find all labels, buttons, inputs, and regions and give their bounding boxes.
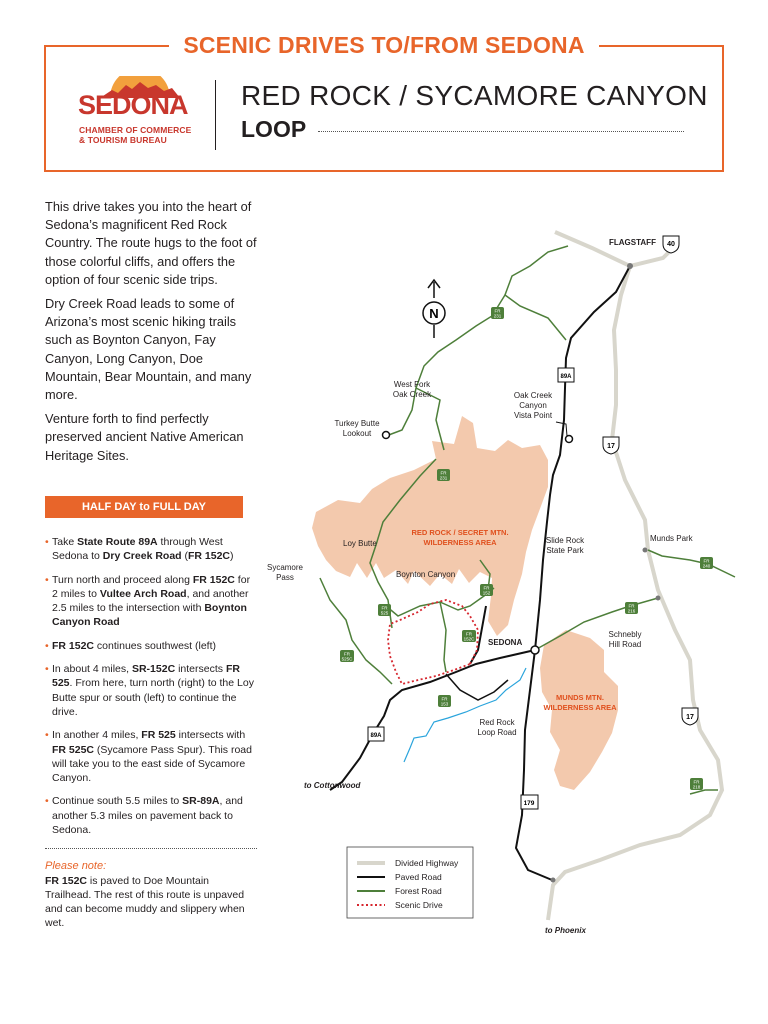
map-legend	[347, 847, 473, 918]
directions-list	[45, 535, 257, 846]
junction-dot	[551, 878, 556, 883]
forest-road-shield-icon	[700, 557, 713, 569]
direction-step: • In another 4 miles, FR 525 intersects with FR 525C (Sycamore Pass Spur). This road will take you to the east side of Sycamore Canyon.	[45, 728, 257, 785]
direction-step: • In about 4 miles, SR-152C intersects FR 525. From here, turn north (right) to the Loy Butte spur or south (left) to continue the drive.	[45, 662, 257, 719]
west-fork-label: West Fork Oak Creek	[392, 380, 432, 399]
svg-text:17: 17	[607, 443, 615, 450]
compass-letter: N	[429, 306, 439, 321]
turkey-butte-dot	[383, 432, 390, 439]
direction-step: • FR 152C continues southwest (left)	[45, 639, 257, 653]
intro-paragraph: Venture forth to find perfectly preserved ancient Native American Heritage Sites.	[45, 411, 244, 463]
forest-road-shield-icon	[625, 602, 638, 614]
logo-line-1: CHAMBER OF COMMERCE	[79, 125, 192, 135]
logo-line-2: & TOURISM BUREAU	[79, 135, 167, 145]
turkey-butte-label: Turkey Butte Lookout	[334, 419, 380, 438]
svg-text:FR231: FR 231	[439, 470, 448, 481]
forest-road-shield-icon	[491, 307, 504, 319]
header-divider	[215, 80, 216, 150]
state-route-shield-icon	[558, 368, 574, 382]
vista-point-label: Oak Creek Canyon Vista Point	[513, 391, 553, 420]
svg-text:FR231: FR 231	[493, 308, 502, 319]
boynton-canyon-label: Boynton Canyon	[396, 570, 456, 579]
route-type: LOOP	[241, 116, 307, 142]
legend-label: Scenic Drive	[395, 900, 443, 910]
to-phoenix-label: to Phoenix	[545, 926, 586, 935]
forest-road-shield-icon	[480, 584, 493, 596]
svg-text:FR152: FR 152	[482, 585, 491, 596]
junction-dot	[643, 548, 648, 553]
forest-road-shield-icon	[462, 630, 476, 642]
slide-rock-label: Slide Rock State Park	[545, 536, 585, 555]
duration-badge: HALF DAY to FULL DAY	[45, 496, 243, 518]
direction-step: • Turn north and proceed along FR 152C for 2 miles to Vultee Arch Road, and another 2.5 miles to the intersection with Boynton Canyon Road	[45, 573, 257, 630]
schnebly-label: Schnebly Hill Road	[608, 630, 642, 649]
svg-text:FR525C: FR 525C	[341, 651, 353, 662]
compass-north-icon	[423, 280, 445, 338]
svg-text:FR216: FR 216	[627, 603, 636, 614]
red-rock-wilderness-label: RED ROCK / SECRET MTN. WILDERNESS AREA	[411, 528, 509, 547]
svg-text:FR152C: FR 152C	[463, 631, 475, 642]
sedona-dot	[531, 646, 539, 654]
route-map	[265, 215, 745, 950]
interstate-shield-icon	[663, 236, 679, 253]
loy-butte-label: Loy Butte	[343, 539, 377, 548]
intro-paragraph: Dry Creek Road leads to some of Arizona’s most scenic hiking trails such as Boynton Canyon, Fay Canyon, Long Canyon, Doe Mountain, Bear Mountain, and many more.	[45, 296, 252, 403]
sycamore-pass-label: Sycamore Pass	[266, 563, 304, 582]
svg-text:17: 17	[686, 714, 694, 721]
intro-text	[45, 198, 260, 471]
banner-title: SCENIC DRIVES TO/FROM SEDONA	[0, 32, 768, 59]
legend-label: Divided Highway	[395, 858, 459, 868]
forest-road-shield-icon	[438, 695, 451, 707]
sedona-chamber-logo	[78, 82, 193, 148]
svg-text:40: 40	[667, 241, 675, 248]
interstate-shield-icon	[682, 708, 698, 725]
munds-park-label: Munds Park	[650, 534, 693, 543]
legend-label: Forest Road	[395, 886, 442, 896]
oak-creek	[404, 668, 526, 762]
route-name: RED ROCK / SYCAMORE CANYON	[241, 80, 708, 111]
svg-text:FR153: FR 153	[440, 696, 449, 707]
svg-text:89A: 89A	[560, 374, 572, 380]
note-divider	[45, 848, 257, 849]
forest-road-shield-icon	[378, 604, 391, 616]
red-rock-loop-label: Red Rock Loop Road	[477, 718, 517, 737]
legend-label: Paved Road	[395, 872, 442, 882]
state-route-shield-icon	[521, 795, 538, 809]
sedona-label: SEDONA	[488, 638, 523, 647]
forest-road-shield-icon	[340, 650, 354, 662]
svg-text:FR240: FR 240	[702, 558, 711, 569]
forest-road-shield-icon	[690, 778, 703, 790]
red-rock-loop-road	[446, 674, 508, 700]
svg-text:89A: 89A	[370, 733, 382, 739]
flagstaff-label: FLAGSTAFF	[609, 238, 656, 247]
direction-step: • Take State Route 89A through West Sedona to Dry Creek Road (FR 152C)	[45, 535, 257, 564]
note-label: Please note:	[45, 860, 107, 872]
flagstaff-dot	[627, 263, 633, 269]
route-dotted-rule	[318, 131, 684, 132]
red-rock-wilderness-area	[312, 416, 548, 636]
intro-paragraph: This drive takes you into the heart of Sedona’s magnificent Red Rock Country. The route hugs to the foot of those colorful cliffs, and offers the option of four scenic side trips.	[45, 199, 257, 287]
munds-wilderness-label: MUNDS MTN. WILDERNESS AREA	[543, 693, 617, 712]
direction-step: • Continue south 5.5 miles to SR-89A, and another 5.3 miles on pavement back to Sedona.	[45, 794, 257, 837]
junction-dot	[656, 596, 661, 601]
state-route-shield-icon	[368, 727, 384, 741]
note-text: FR 152C is paved to Doe Mountain Trailhead. The rest of this route is unpaved and can become muddy and slippery when wet.	[45, 875, 245, 929]
logo-wordmark: SEDONA	[78, 90, 188, 120]
svg-text:FR218: FR 218	[692, 779, 701, 790]
to-cottonwood-label: to Cottonwood	[304, 781, 361, 790]
svg-text:FR525: FR 525	[380, 605, 389, 616]
vista-point-dot	[566, 436, 573, 443]
svg-text:179: 179	[523, 800, 535, 807]
forest-road-shield-icon	[437, 469, 450, 481]
interstate-shield-icon	[603, 437, 619, 454]
